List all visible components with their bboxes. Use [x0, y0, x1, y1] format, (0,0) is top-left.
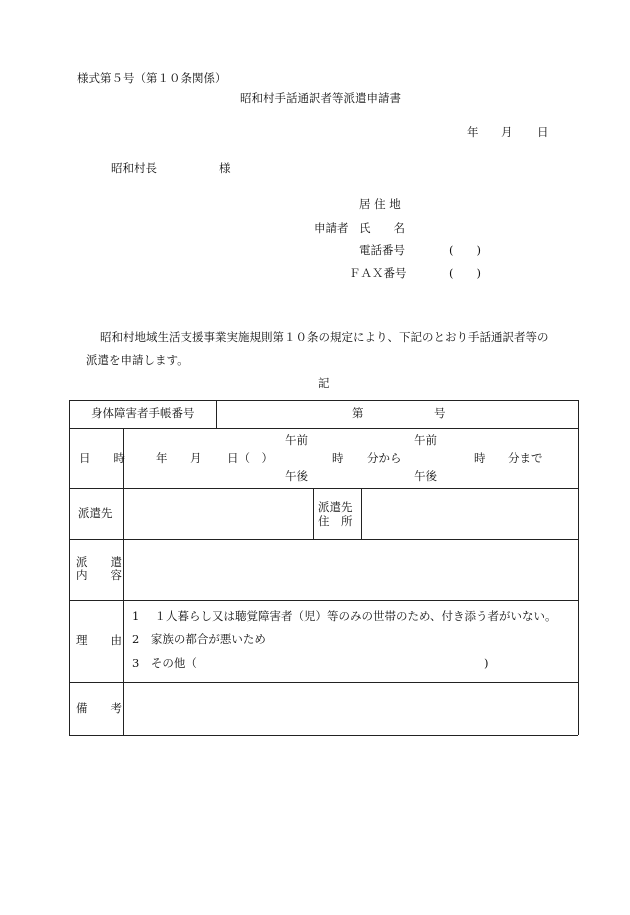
- date-year-label: 年: [467, 125, 479, 139]
- start-am-label: 午前: [285, 433, 308, 447]
- table-border: [69, 400, 578, 401]
- date-day-label: 日: [537, 125, 549, 139]
- start-minute-label: 分から: [367, 451, 402, 465]
- destination-address-label-line1: 派遣先: [318, 500, 353, 514]
- fax-parentheses: ( ): [449, 266, 481, 280]
- datetime-day: 日（ ）: [227, 451, 273, 465]
- start-hour-label: 時: [332, 451, 344, 465]
- reason-option-3: 3 その他（: [132, 656, 197, 670]
- reason-option-1: 1 １人暮らし又は聴覚障害者（児）等のみの世帯のため、付き添う者がいない。: [132, 609, 557, 623]
- end-minute-label: 分まで: [508, 451, 543, 465]
- datetime-label: 日 時: [79, 451, 125, 465]
- addressee-name: 昭和村長: [111, 161, 157, 175]
- table-rule: [69, 488, 578, 489]
- fax-label: ＦＡＸ番号: [349, 266, 407, 280]
- end-pm-label: 午後: [414, 469, 437, 483]
- destination-label: 派遣先: [78, 506, 113, 520]
- table-rule: [69, 600, 578, 601]
- cert-dai-label: 第: [352, 406, 364, 420]
- date-month-label: 月: [501, 125, 513, 139]
- table-border: [578, 400, 579, 735]
- end-am-label: 午前: [414, 433, 437, 447]
- applicant-label: 申請者: [314, 221, 349, 235]
- body-text-line1: 昭和村地域生活支援事業実施規則第１０条の規定により、下記のとおり手話通訳者等の: [100, 330, 549, 344]
- name-label: 氏 名: [359, 221, 405, 235]
- table-border: [69, 400, 70, 735]
- addressee-honorific: 様: [219, 161, 231, 175]
- datetime-month: 月: [190, 451, 202, 465]
- document-title: 昭和村手話通訳者等派遣申請書: [240, 91, 401, 105]
- ki-heading: 記: [318, 376, 330, 390]
- reason-option-2: 2 家族の都合が悪いため: [132, 632, 266, 646]
- content-label-line1: 派 遣: [76, 555, 122, 569]
- phone-label: 電話番号: [359, 243, 405, 257]
- table-rule: [69, 682, 578, 683]
- content-label-line2: 内 容: [76, 568, 122, 582]
- table-rule: [313, 488, 314, 539]
- table-rule: [69, 428, 578, 429]
- datetime-year: 年: [156, 451, 168, 465]
- cert-go-label: 号: [434, 406, 446, 420]
- destination-address-label-line2: 住 所: [318, 514, 353, 528]
- table-border: [69, 735, 578, 736]
- table-rule: [123, 428, 124, 735]
- address-label: 居 住 地: [359, 197, 401, 211]
- cert-number-label: 身体障害者手帳番号: [91, 406, 195, 420]
- table-rule: [69, 539, 578, 540]
- reason-label: 理 由: [76, 633, 122, 647]
- body-text-line2: 派遣を申請します。: [86, 353, 189, 367]
- end-hour-label: 時: [474, 451, 486, 465]
- remarks-label: 備 考: [76, 701, 122, 715]
- form-number: 様式第５号（第１０条関係）: [77, 71, 227, 85]
- table-rule: [361, 488, 362, 539]
- start-pm-label: 午後: [285, 469, 308, 483]
- reason-option-3-close: ): [484, 656, 489, 670]
- table-rule: [216, 400, 217, 428]
- phone-parentheses: ( ): [449, 243, 481, 257]
